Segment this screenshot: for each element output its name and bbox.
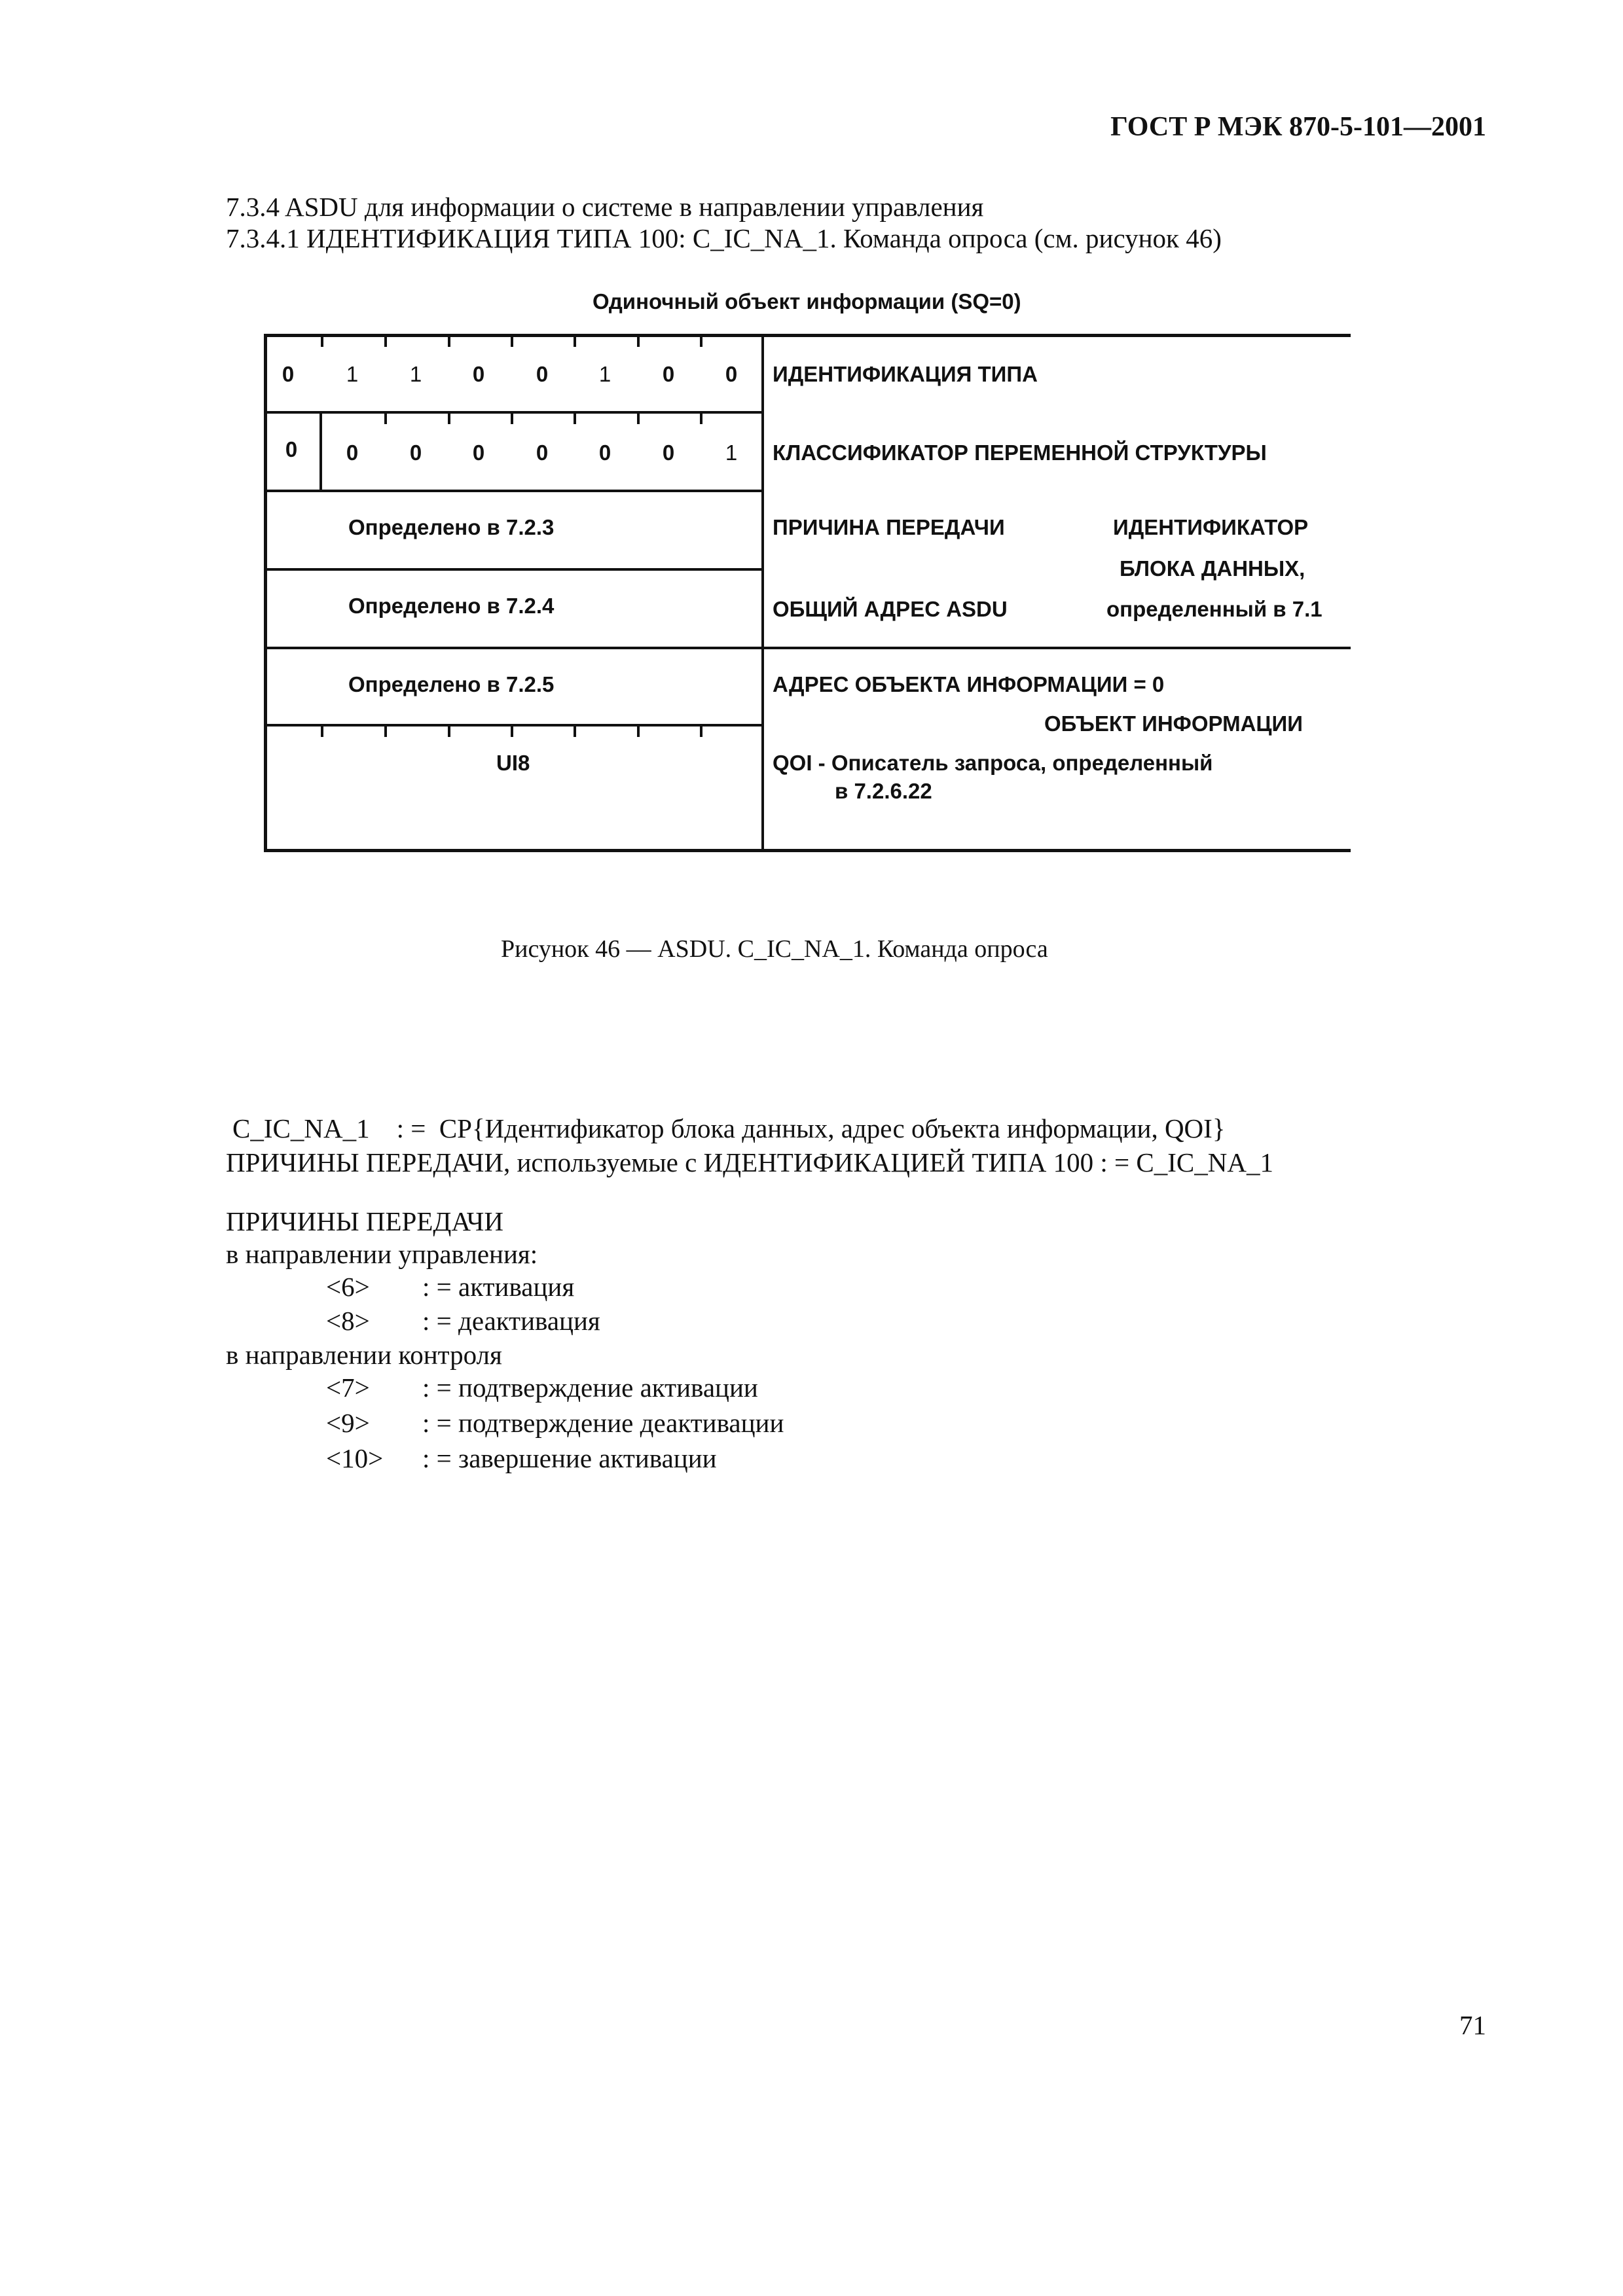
cot-label: ПРИЧИНА ПЕРЕДАЧИ	[773, 515, 1005, 539]
bit-tick	[448, 725, 450, 737]
information-object-label: ОБЪЕКТ ИНФОРМАЦИИ	[1044, 711, 1303, 736]
row-separator	[264, 490, 763, 492]
cause-code: <6>	[326, 1272, 370, 1302]
bit-tick	[574, 335, 576, 347]
bit-tick	[384, 725, 387, 737]
bit-tick	[511, 335, 513, 347]
bit-tick	[637, 412, 640, 424]
vsq-bit: 1	[725, 440, 738, 465]
cause-description: : = завершение активации	[422, 1443, 717, 1473]
frame-bottom	[264, 849, 1351, 852]
ioa-label: АДРЕС ОБЪЕКТА ИНФОРМАЦИИ = 0	[773, 672, 1165, 696]
bit-tick	[574, 412, 576, 424]
bit-tick	[448, 412, 450, 424]
bit-tick	[384, 412, 387, 424]
cause-code: <7>	[326, 1372, 370, 1403]
subsection-heading: 7.3.4.1 ИДЕНТИФИКАЦИЯ ТИПА 100: C_IC_NA_1. Команда опроса (см. рисунок 46)	[226, 223, 1222, 253]
vsq-bit: 0	[598, 440, 611, 465]
common-address-field: Определено в 7.2.4	[348, 594, 555, 618]
data-unit-identifier-label: БЛОКА ДАННЫХ,	[1120, 556, 1305, 581]
bit-tick	[637, 335, 640, 347]
vsq-bit: 0	[409, 440, 422, 465]
data-unit-identifier-label: ИДЕНТИФИКАТОР	[1113, 515, 1309, 539]
row-separator	[264, 647, 763, 649]
control-direction-heading: в направлении управления:	[226, 1239, 538, 1269]
cause-code: <8>	[326, 1306, 370, 1336]
cause-description: : = подтверждение деактивации	[422, 1408, 784, 1438]
document-header: ГОСТ Р МЭК 870-5-101—2001	[1110, 112, 1486, 142]
row-separator-right	[761, 647, 1351, 649]
sq-bit-divider	[319, 411, 322, 491]
type-bit: 0	[662, 362, 675, 386]
row-separator	[264, 411, 763, 414]
cause-description: : = подтверждение активации	[422, 1372, 758, 1403]
qoi-field: UI8	[496, 751, 530, 775]
type-bit: 1	[346, 362, 359, 386]
type-bit: 1	[409, 362, 422, 386]
row-separator	[264, 568, 763, 571]
vsq-bit: 0	[536, 440, 549, 465]
vsq-bit: 0	[346, 440, 359, 465]
figure-caption: Рисунок 46 — ASDU. C_IC_NA_1. Команда опроса	[501, 935, 1048, 963]
bit-tick	[574, 725, 576, 737]
causes-title: ПРИЧИНЫ ПЕРЕДАЧИ	[226, 1206, 503, 1236]
bit-tick	[384, 335, 387, 347]
bit-tick	[700, 412, 702, 424]
type-bit: 0	[472, 362, 485, 386]
cause-description: : = деактивация	[422, 1306, 600, 1336]
vsq-bit: 0	[472, 440, 485, 465]
type-bit: 1	[598, 362, 611, 386]
type-bit: 0	[536, 362, 549, 386]
ioa-field: Определено в 7.2.5	[348, 672, 555, 696]
qoi-label: в 7.2.6.22	[835, 779, 932, 803]
vsq-bit: 0	[285, 437, 298, 461]
vsq-label: КЛАССИФИКАТОР ПЕРЕМЕННОЙ СТРУКТУРЫ	[773, 440, 1267, 465]
frame-top	[264, 334, 1351, 337]
bit-tick	[700, 335, 702, 347]
bit-tick	[637, 725, 640, 737]
asdu-definition: C_IC_NA_1 : = CP{Идентификатор блока данных, адрес объекта информации, QOI}	[232, 1113, 1226, 1143]
data-unit-identifier-label: определенный в 7.1	[1106, 597, 1322, 621]
cot-field: Определено в 7.2.3	[348, 515, 555, 539]
type-id-label: ИДЕНТИФИКАЦИЯ ТИПА	[773, 362, 1038, 386]
page-number: 71	[1459, 2010, 1486, 2040]
type-bit: 0	[725, 362, 738, 386]
cause-code: <9>	[326, 1408, 370, 1438]
row-separator	[264, 724, 763, 726]
bit-tick	[511, 725, 513, 737]
bit-tick	[700, 725, 702, 737]
bit-tick	[321, 725, 323, 737]
type-bit: 0	[282, 362, 295, 386]
cause-code: <10>	[326, 1443, 384, 1473]
section-heading: 7.3.4 ASDU для информации о системе в направлении управления	[226, 192, 984, 222]
cause-description: : = активация	[422, 1272, 575, 1302]
bit-tick	[511, 412, 513, 424]
monitor-direction-heading: в направлении контроля	[226, 1340, 502, 1370]
vsq-bit: 0	[662, 440, 675, 465]
figure-title: Одиночный объект информации (SQ=0)	[593, 289, 1021, 314]
bit-tick	[448, 335, 450, 347]
bit-tick	[321, 335, 323, 347]
causes-usage-line: ПРИЧИНЫ ПЕРЕДАЧИ, используемые с ИДЕНТИФИКАЦИЕЙ ТИПА 100 : = C_IC_NA_1	[226, 1147, 1273, 1177]
qoi-label: QOI - Описатель запроса, определенный	[773, 751, 1213, 775]
common-address-label: ОБЩИЙ АДРЕС ASDU	[773, 597, 1008, 621]
